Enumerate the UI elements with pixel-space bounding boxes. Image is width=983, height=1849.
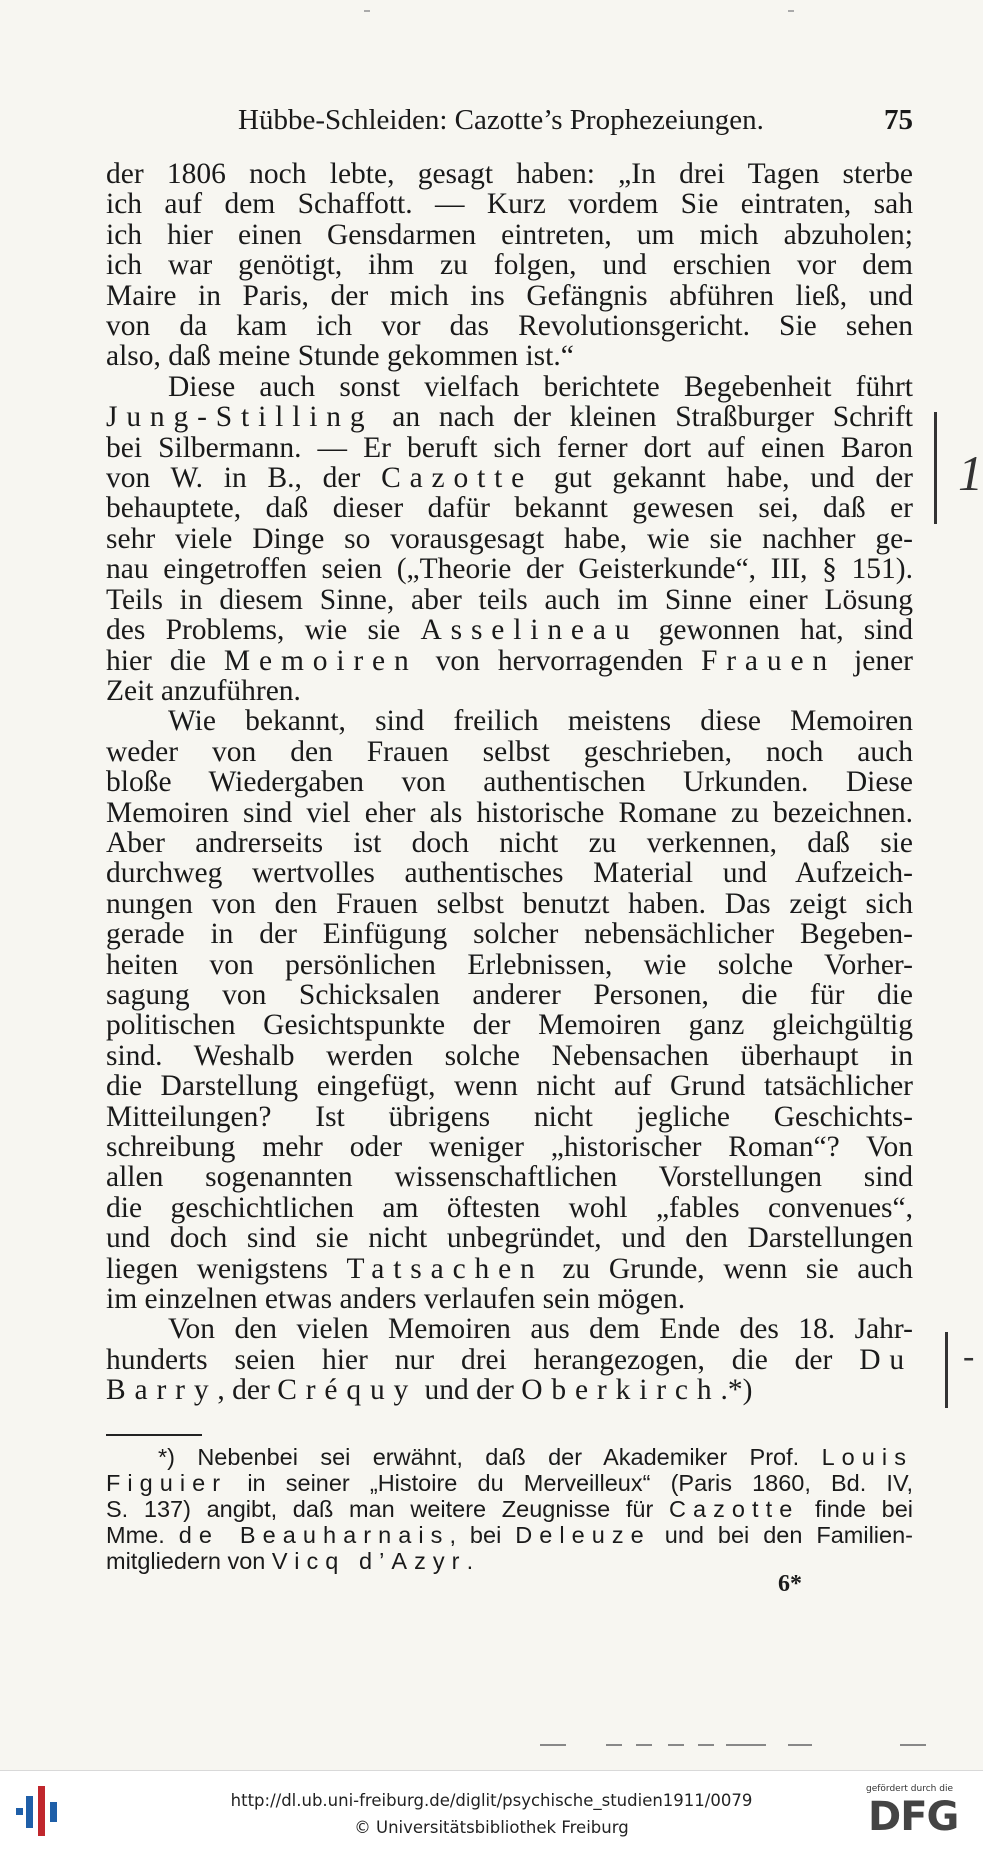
text-line <box>106 189 913 219</box>
text-run: Wie bekannt, sind freilich meistens diese Memoiren <box>168 705 913 738</box>
text-run: die geschichtlichen am öftesten wohl „fables convenues“, <box>106 1191 913 1224</box>
text-line <box>106 1254 913 1284</box>
document-url-link[interactable]: http://dl.ub.uni-freiburg.de/diglit/psychische_studien1911/0079 <box>230 1791 753 1810</box>
text-line <box>106 220 913 250</box>
text-line <box>106 554 913 584</box>
text-line <box>106 1193 913 1223</box>
text-run: jener <box>836 644 913 677</box>
text-run: in seiner „Histoire du Merveilleux“ (Paris 1860, Bd. IV, <box>227 1470 913 1496</box>
text-line <box>106 1375 913 1405</box>
text-run: gewonnen hat, sind <box>638 614 913 647</box>
text-run: Von den vielen Memoiren aus dem Ende des 18. Jahr- <box>168 1313 913 1346</box>
text-line <box>106 402 913 432</box>
dfg-logo[interactable]: DFG <box>868 1794 959 1840</box>
text-run: des Problems, wie sie <box>106 614 421 647</box>
text-run: .*) <box>720 1374 753 1407</box>
text-run: schreibung mehr oder weniger „historischer Roman“? Von <box>106 1131 913 1163</box>
text-run: S. 137) angibt, daß man weitere Zeugnisse für <box>106 1496 669 1522</box>
text-run: . <box>466 1548 474 1574</box>
spaced-name: Du <box>859 1343 913 1376</box>
text-line <box>106 1522 913 1548</box>
text-run: sagung von Schicksalen anderer Personen, die für die <box>106 978 913 1011</box>
text-line <box>106 798 913 828</box>
text-line <box>106 250 913 280</box>
text-run: weder von den Frauen selbst geschrieben, noch auch <box>106 735 913 768</box>
text-run: politischen Gesichtspunkte der Memoiren ganz gleichgültig <box>106 1009 913 1042</box>
scan-mark <box>726 1744 766 1746</box>
text-line <box>106 341 913 371</box>
text-line <box>106 1470 913 1496</box>
scan-mark <box>668 1744 684 1746</box>
spaced-name: Asselineau <box>420 614 639 647</box>
text-run: behauptete, daß dieser dafür bekannt gewesen sei, daß er <box>106 492 913 525</box>
scan-mark <box>698 1744 714 1746</box>
spaced-name: Cazotte <box>668 1496 800 1522</box>
text-line <box>106 919 913 949</box>
text-line <box>106 889 913 919</box>
spaced-name: Barry <box>106 1374 218 1407</box>
text-run: von hervorragenden <box>417 644 701 677</box>
text-line <box>106 463 913 493</box>
text-line <box>106 159 913 189</box>
text-run: an nach der kleinen Straßburger Schrift <box>373 401 913 434</box>
text-line <box>106 311 913 341</box>
text-line <box>106 767 913 797</box>
text-line <box>106 1132 913 1162</box>
text-line <box>106 1314 913 1344</box>
spaced-name: Figuier <box>106 1470 228 1496</box>
text-line <box>106 1444 913 1470</box>
scan-mark <box>636 1744 652 1746</box>
text-run: mitgliedern von <box>106 1548 272 1574</box>
text-line <box>106 615 913 645</box>
spaced-name: Oberkirch <box>521 1374 721 1407</box>
text-line <box>106 1102 913 1132</box>
text-run: der 1806 noch lebte, gesagt haben: „In drei Tagen sterbe <box>106 158 913 190</box>
text-run: Aber andrerseits ist doch nicht zu verkennen, daß sie <box>106 826 913 859</box>
scan-mark <box>788 1744 812 1746</box>
text-line <box>106 980 913 1010</box>
text-line <box>106 585 913 615</box>
text-line <box>106 828 913 858</box>
text-run: Zeit anzuführen. <box>106 674 301 707</box>
text-run: ich war genötigt, ihm zu folgen, und erschien vor dem <box>106 249 913 282</box>
spaced-name: Cazotte <box>381 462 534 495</box>
text-run: nau eingetroffen seien („Theorie der Geisterkunde“, III, § 151). <box>106 553 913 586</box>
text-run: sehr viele Dinge so vorausgesagt habe, wie sie nachher ge- <box>106 522 913 555</box>
running-title: Hübbe-Schleiden: Cazotte’s Prophezeiungen. <box>238 104 764 136</box>
footnote <box>106 1444 913 1574</box>
text-line <box>106 372 913 402</box>
text-run: Diese auch sonst vielfach berichtete Begebenheit führt <box>168 370 913 403</box>
body-text <box>106 159 913 1406</box>
text-line <box>106 676 913 706</box>
text-run: hunderts seien hier nur drei herangezogen, die der <box>106 1343 860 1376</box>
text-run: und bei den Familien- <box>650 1522 913 1548</box>
text-line <box>106 1223 913 1253</box>
signature-mark: 6* <box>778 1571 802 1597</box>
scan-mark <box>540 1744 566 1746</box>
text-line <box>106 1284 913 1314</box>
margin-bracket <box>934 412 937 524</box>
page-number: 75 <box>884 104 913 136</box>
text-run: ich hier einen Gensdarmen eintreten, um mich abzuholen; <box>106 218 913 251</box>
text-run: *) Nebenbei sei erwähnt, daß der Akademiker Prof. <box>158 1444 822 1470</box>
text-run: finde bei <box>799 1496 913 1522</box>
text-line <box>106 706 913 736</box>
text-run: , bei <box>449 1522 516 1548</box>
text-run: Maire in Paris, der mich ins Gefängnis abführen ließ, und <box>106 279 913 312</box>
text-line <box>106 1010 913 1040</box>
spaced-name: de Beauharnais <box>178 1522 450 1548</box>
spaced-name: Jung-Stilling <box>106 401 374 434</box>
text-line <box>106 1496 913 1522</box>
text-run: also, daß meine Stunde gekommen ist.“ <box>106 340 574 373</box>
text-run: ich auf dem Schaffott. — Kurz vordem Sie eintraten, sah <box>106 188 913 221</box>
scan-mark <box>606 1744 622 1746</box>
text-run: hier die <box>106 644 224 677</box>
text-run: Teils in diesem Sinne, aber teils auch im Sinne einer Lösung <box>106 583 913 616</box>
spaced-name: Deleuze <box>515 1522 651 1548</box>
margin-dash: - <box>963 1338 975 1375</box>
text-run: gut gekannt habe, und der <box>533 462 913 495</box>
spaced-name: Frauen <box>700 644 837 677</box>
text-line <box>106 1345 913 1375</box>
text-run: die Darstellung eingefügt, wenn nicht auf Grund tatsächlicher <box>106 1070 913 1103</box>
text-run: bloße Wiedergaben von authentischen Urkunden. Diese <box>106 766 913 799</box>
spaced-name: Vicq d’Azyr <box>271 1548 467 1574</box>
text-run: durchweg wertvolles authentisches Material und Aufzeich- <box>106 857 913 890</box>
sponsor-label: gefördert durch die <box>866 1784 953 1794</box>
text-run: sind. Weshalb werden solche Nebensachen überhaupt in <box>106 1039 913 1072</box>
text-line <box>106 433 913 463</box>
text-line <box>106 1071 913 1101</box>
spaced-name: Tatsachen <box>346 1252 544 1285</box>
text-run: Mme. <box>106 1522 179 1548</box>
spaced-name: Louis <box>821 1444 913 1470</box>
text-run: und doch sind sie nicht unbegründet, und den Darstellungen <box>106 1222 913 1255</box>
text-line <box>106 646 913 676</box>
text-run: im einzelnen etwas anders verlaufen sein mögen. <box>106 1283 686 1316</box>
text-run: allen sogenannten wissenschaftlichen Vorstellungen sind <box>106 1161 913 1194</box>
spaced-name: Créquy <box>277 1374 418 1407</box>
footnote-rule <box>106 1434 202 1436</box>
text-run: bei Silbermann. — Er beruft sich ferner dort auf einen Baron <box>106 431 913 464</box>
scan-mark <box>900 1744 926 1746</box>
text-line <box>106 281 913 311</box>
text-run: Mitteilungen? Ist übrigens nicht jegliche Geschichts- <box>106 1100 913 1133</box>
text-run: Memoiren sind viel eher als historische Romane zu bezeichnen. <box>106 796 913 829</box>
copyright-text: © Universitätsbibliothek Freiburg <box>354 1818 629 1837</box>
text-line <box>106 1162 913 1192</box>
scan-mark <box>788 10 794 12</box>
text-run: liegen wenigstens <box>106 1252 347 1285</box>
text-line <box>106 1041 913 1071</box>
text-line <box>106 950 913 980</box>
scan-mark <box>364 10 370 12</box>
text-run: heiten von persönlichen Erlebnissen, wie solche Vorher- <box>106 948 913 981</box>
text-run: und der <box>417 1374 522 1407</box>
text-line <box>106 493 913 523</box>
text-run: von W. in B., der <box>106 462 382 495</box>
text-run: nungen von den Frauen selbst benutzt haben. Das zeigt sich <box>106 887 913 920</box>
margin-annotation: 1 <box>958 445 983 501</box>
text-line <box>106 858 913 888</box>
text-run: , der <box>217 1374 278 1407</box>
text-run: gerade in der Einfügung solcher nebensächlicher Begeben- <box>106 918 913 951</box>
spaced-name: Memoiren <box>223 644 418 677</box>
text-line <box>106 524 913 554</box>
margin-bracket <box>945 1332 948 1408</box>
text-run: von da kam ich vor das Revolutionsgericht. Sie sehen <box>106 310 913 343</box>
text-run: zu Grunde, wenn sie auch <box>543 1252 913 1285</box>
text-line <box>106 737 913 767</box>
